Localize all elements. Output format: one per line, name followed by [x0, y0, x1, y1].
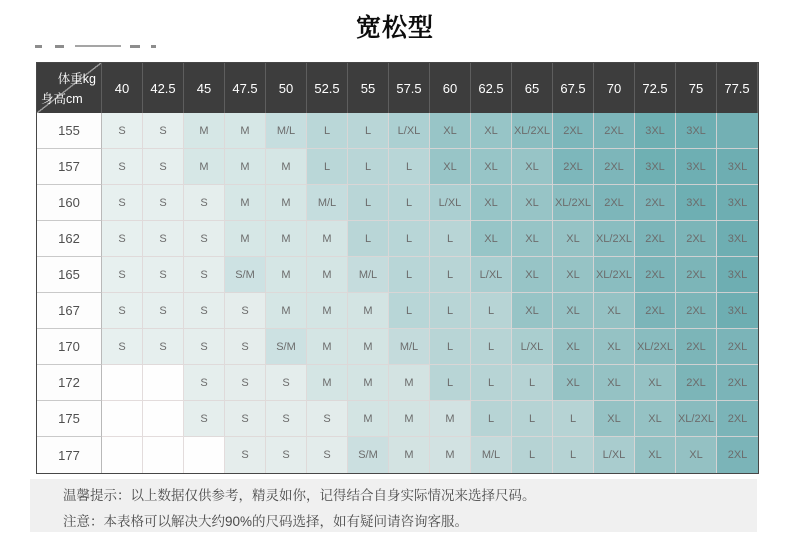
- size-cell: 2XL: [676, 329, 717, 365]
- size-cell: S: [143, 257, 184, 293]
- size-cell: XL: [471, 185, 512, 221]
- size-cell: L: [512, 365, 553, 401]
- size-cell: L: [430, 257, 471, 293]
- size-cell: M: [430, 401, 471, 437]
- size-cell: XL/2XL: [676, 401, 717, 437]
- weight-column-header: 65: [512, 63, 553, 113]
- size-cell: L: [389, 185, 430, 221]
- size-cell: L/XL: [389, 113, 430, 149]
- size-cell: XL: [553, 221, 594, 257]
- height-row-label: 177: [37, 437, 102, 473]
- size-cell: S: [102, 221, 143, 257]
- size-cell: L: [430, 365, 471, 401]
- size-cell: XL: [512, 257, 553, 293]
- size-cell: 2XL: [676, 221, 717, 257]
- size-cell: M: [348, 365, 389, 401]
- size-cell: 2XL: [594, 185, 635, 221]
- weight-column-header: 55: [348, 63, 389, 113]
- note-tip: 温馨提示：以上数据仅供参考，精灵如你，记得结合自身实际情况来选择尺码。: [63, 488, 536, 503]
- size-cell: L: [389, 293, 430, 329]
- weight-column-header: 45: [184, 63, 225, 113]
- size-cell: M: [348, 401, 389, 437]
- weight-column-header: 50: [266, 63, 307, 113]
- weight-column-header: 42.5: [143, 63, 184, 113]
- size-cell: [102, 365, 143, 401]
- size-cell: M: [307, 221, 348, 257]
- size-cell: 2XL: [676, 293, 717, 329]
- size-cell: L: [348, 221, 389, 257]
- size-cell: 2XL: [635, 293, 676, 329]
- size-cell: 2XL: [635, 185, 676, 221]
- page-title: 宽松型: [355, 14, 434, 42]
- weight-column-header: 67.5: [553, 63, 594, 113]
- size-cell: M/L: [348, 257, 389, 293]
- size-cell: S: [184, 293, 225, 329]
- size-cell: S: [102, 329, 143, 365]
- size-cell: 3XL: [676, 149, 717, 185]
- size-cell: [184, 437, 225, 473]
- size-cell: XL/2XL: [553, 185, 594, 221]
- size-cell: S: [307, 401, 348, 437]
- size-cell: L/XL: [512, 329, 553, 365]
- size-cell: 2XL: [717, 437, 758, 473]
- size-cell: S: [102, 149, 143, 185]
- weight-column-header: 47.5: [225, 63, 266, 113]
- size-cell: 3XL: [717, 257, 758, 293]
- height-row-label: 162: [37, 221, 102, 257]
- size-cell: L: [389, 149, 430, 185]
- size-cell: 2XL: [553, 113, 594, 149]
- size-cell: S/M: [225, 257, 266, 293]
- size-cell: XL: [594, 401, 635, 437]
- size-cell: L: [471, 329, 512, 365]
- size-cell: XL: [635, 401, 676, 437]
- size-cell: 3XL: [676, 185, 717, 221]
- size-cell: 3XL: [717, 293, 758, 329]
- size-cell: M: [430, 437, 471, 473]
- size-cell: [143, 401, 184, 437]
- size-cell: M: [225, 221, 266, 257]
- size-cell: XL: [553, 365, 594, 401]
- size-cell: 2XL: [717, 329, 758, 365]
- size-cell: 3XL: [717, 221, 758, 257]
- size-cell: M: [225, 185, 266, 221]
- size-cell: M: [266, 221, 307, 257]
- size-cell: XL: [676, 437, 717, 473]
- size-cell: M: [307, 365, 348, 401]
- size-cell: M/L: [266, 113, 307, 149]
- size-chart-table: [36, 62, 759, 474]
- size-cell: S: [307, 437, 348, 473]
- weight-column-header: 70: [594, 63, 635, 113]
- size-cell: S/M: [348, 437, 389, 473]
- weight-column-header: 72.5: [635, 63, 676, 113]
- size-cell: L: [471, 293, 512, 329]
- size-cell: XL: [430, 113, 471, 149]
- size-cell: XL: [553, 257, 594, 293]
- weight-column-header: 52.5: [307, 63, 348, 113]
- size-cell: L: [307, 113, 348, 149]
- size-cell: M/L: [307, 185, 348, 221]
- weight-axis-label: 体重kg: [57, 72, 96, 86]
- size-cell: 2XL: [717, 365, 758, 401]
- size-cell: S: [143, 185, 184, 221]
- size-cell: 2XL: [635, 257, 676, 293]
- size-cell: L: [348, 149, 389, 185]
- size-cell: M: [307, 329, 348, 365]
- size-cell: XL: [635, 437, 676, 473]
- size-cell: S: [102, 185, 143, 221]
- size-cell: XL: [594, 365, 635, 401]
- weight-column-header: 60: [430, 63, 471, 113]
- note-warning: 注意：本表格可以解决大约90%的尺码选择，如有疑问请咨询客服。: [63, 514, 469, 529]
- size-cell: L: [430, 329, 471, 365]
- size-cell: M: [266, 149, 307, 185]
- height-row-label: 175: [37, 401, 102, 437]
- size-cell: S: [184, 221, 225, 257]
- size-cell: L: [512, 401, 553, 437]
- size-cell: 2XL: [635, 221, 676, 257]
- weight-column-header: 57.5: [389, 63, 430, 113]
- size-cell: S: [266, 365, 307, 401]
- size-cell: [717, 113, 758, 149]
- size-cell: 3XL: [635, 149, 676, 185]
- size-cell: XL: [553, 329, 594, 365]
- height-row-label: 157: [37, 149, 102, 185]
- size-cell: L: [471, 401, 512, 437]
- size-cell: S: [225, 437, 266, 473]
- height-row-label: 172: [37, 365, 102, 401]
- size-cell: S: [184, 401, 225, 437]
- size-cell: M: [389, 437, 430, 473]
- height-axis-label: 身高cm: [41, 92, 83, 106]
- weight-column-header: 40: [102, 63, 143, 113]
- size-cell: M: [307, 257, 348, 293]
- height-row-label: 165: [37, 257, 102, 293]
- size-cell: S/M: [266, 329, 307, 365]
- clipped-text-artifact: [35, 45, 165, 49]
- size-cell: M: [225, 149, 266, 185]
- size-cell: M: [266, 185, 307, 221]
- size-cell: XL/2XL: [594, 221, 635, 257]
- size-cell: M: [348, 293, 389, 329]
- size-cell: 3XL: [717, 149, 758, 185]
- size-cell: S: [225, 293, 266, 329]
- size-cell: XL: [635, 365, 676, 401]
- size-cell: [143, 365, 184, 401]
- size-cell: M: [389, 401, 430, 437]
- height-row-label: 155: [37, 113, 102, 149]
- size-cell: S: [143, 293, 184, 329]
- size-cell: S: [143, 329, 184, 365]
- size-cell: 2XL: [594, 113, 635, 149]
- size-cell: S: [225, 401, 266, 437]
- size-cell: M: [389, 365, 430, 401]
- size-cell: L/XL: [430, 185, 471, 221]
- size-cell: XL: [594, 329, 635, 365]
- size-cell: L: [348, 113, 389, 149]
- size-cell: L: [471, 365, 512, 401]
- size-cell: M/L: [389, 329, 430, 365]
- size-cell: XL: [512, 185, 553, 221]
- size-cell: XL: [512, 293, 553, 329]
- note-box: [30, 479, 757, 532]
- size-cell: 3XL: [635, 113, 676, 149]
- size-cell: S: [184, 329, 225, 365]
- size-cell: 2XL: [553, 149, 594, 185]
- size-cell: XL: [471, 221, 512, 257]
- size-cell: 2XL: [594, 149, 635, 185]
- size-cell: S: [143, 113, 184, 149]
- size-cell: M: [184, 113, 225, 149]
- size-cell: S: [184, 365, 225, 401]
- size-cell: 2XL: [717, 401, 758, 437]
- weight-column-header: 77.5: [717, 63, 758, 113]
- size-cell: M: [266, 293, 307, 329]
- size-cell: 3XL: [717, 185, 758, 221]
- size-cell: S: [143, 221, 184, 257]
- size-cell: M: [307, 293, 348, 329]
- size-cell: 3XL: [676, 113, 717, 149]
- size-cell: M/L: [471, 437, 512, 473]
- size-cell: S: [266, 437, 307, 473]
- weight-column-header: 75: [676, 63, 717, 113]
- height-row-label: 170: [37, 329, 102, 365]
- size-cell: XL/2XL: [512, 113, 553, 149]
- size-cell: 2XL: [676, 365, 717, 401]
- size-cell: XL: [512, 221, 553, 257]
- size-cell: M: [225, 113, 266, 149]
- corner-header-cell: [37, 63, 102, 113]
- size-cell: XL: [471, 149, 512, 185]
- size-cell: M: [266, 257, 307, 293]
- size-cell: [102, 437, 143, 473]
- size-cell: 2XL: [676, 257, 717, 293]
- size-cell: L: [553, 401, 594, 437]
- size-cell: [102, 401, 143, 437]
- size-cell: L/XL: [594, 437, 635, 473]
- size-cell: L: [389, 221, 430, 257]
- size-cell: S: [143, 149, 184, 185]
- size-cell: S: [184, 257, 225, 293]
- size-cell: XL: [594, 293, 635, 329]
- size-cell: S: [102, 293, 143, 329]
- size-cell: L/XL: [471, 257, 512, 293]
- size-cell: S: [102, 113, 143, 149]
- size-cell: L: [430, 221, 471, 257]
- weight-column-header: 62.5: [471, 63, 512, 113]
- size-cell: L: [553, 437, 594, 473]
- height-row-label: 167: [37, 293, 102, 329]
- size-cell: XL: [512, 149, 553, 185]
- size-cell: XL/2XL: [635, 329, 676, 365]
- size-cell: XL: [553, 293, 594, 329]
- size-cell: M: [184, 149, 225, 185]
- size-cell: L: [389, 257, 430, 293]
- size-cell: XL: [471, 113, 512, 149]
- size-cell: L: [307, 149, 348, 185]
- size-cell: S: [225, 365, 266, 401]
- size-cell: S: [184, 185, 225, 221]
- size-cell: S: [266, 401, 307, 437]
- size-cell: XL/2XL: [594, 257, 635, 293]
- size-cell: XL: [430, 149, 471, 185]
- size-cell: L: [348, 185, 389, 221]
- size-cell: S: [225, 329, 266, 365]
- size-cell: [143, 437, 184, 473]
- height-row-label: 160: [37, 185, 102, 221]
- size-cell: L: [512, 437, 553, 473]
- size-cell: S: [102, 257, 143, 293]
- size-cell: L: [430, 293, 471, 329]
- size-cell: M: [348, 329, 389, 365]
